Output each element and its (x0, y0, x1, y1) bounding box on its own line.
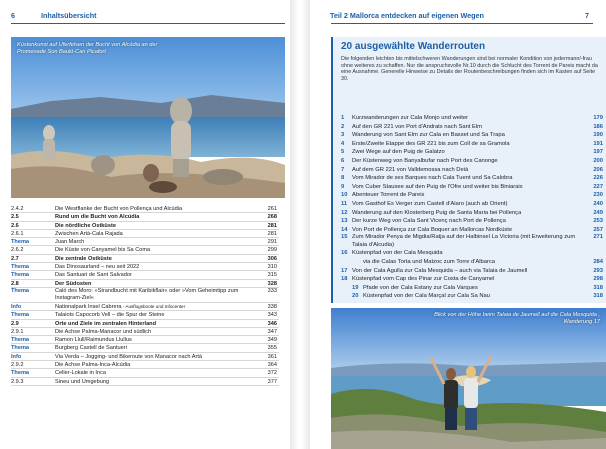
toc-number: 2.9.3 (11, 378, 24, 385)
toc-row (11, 238, 279, 246)
route-row (341, 183, 603, 192)
toc-page: 299 (267, 247, 277, 254)
toc-page: 268 (267, 214, 277, 221)
route-number: 10 (341, 192, 348, 199)
toc-number: Thema (11, 287, 30, 294)
toc-number: 2.4.2 (11, 206, 24, 212)
toc-number: 2.9.2 (11, 362, 24, 369)
route-number: 11 (341, 200, 348, 207)
left-page (0, 0, 290, 449)
route-page: 240 (593, 200, 603, 207)
toc-row (11, 344, 279, 352)
toc-page: 306 (267, 255, 277, 262)
toc-page: 346 (267, 320, 277, 327)
toc-number: 2.8 (11, 280, 19, 287)
route-title: via die Calas Torta und Matzoc zum Torre d'Albarca (363, 258, 496, 265)
toc-number: 2.6.1 (11, 230, 24, 237)
route-title: Von Port de Pollença zur Cala Boquer an Mallorcas Nordküste (352, 226, 513, 233)
route-row (341, 191, 603, 200)
route-number: 3 (341, 132, 345, 139)
toc-page: 343 (267, 312, 277, 319)
route-number: 13 (341, 218, 348, 225)
route-page: 197 (593, 149, 603, 156)
route-title: Auf dem GR 221 von Valldemossa nach Deià (352, 166, 469, 173)
route-number: 2 (341, 123, 345, 130)
toc-title: Die Achse Palma-Inca-Alcúdia (55, 362, 131, 369)
route-title: Kurzwanderungen zur Cala Monjo und weiter (352, 115, 469, 121)
routes-title: 20 ausgewählte Wanderrouten (341, 41, 486, 52)
toc-page: 338 (267, 303, 277, 310)
route-title: Von der Cala Agulla zur Cala Mesquida – auch via Talaia de Jaumell (352, 267, 528, 274)
route-title: Vom Gasthof Es Verger zum Castell d'Alaro (auch ab Orient) (352, 200, 508, 207)
toc-title: Celler-Lokale in Inca (55, 370, 106, 377)
toc-title: Das Santuari de Sant Salvador (55, 272, 132, 279)
route-row (341, 131, 603, 140)
toc-title: Orte und Ziele im zentralen Hinterland (55, 320, 157, 327)
toc-title: Die Achse Palma-Manacor und südlich (55, 328, 152, 335)
route-page: 206 (593, 166, 603, 173)
toc-row (11, 271, 279, 279)
route-page: 318 (593, 284, 603, 291)
route-page: 226 (593, 175, 603, 182)
route-row (341, 284, 603, 293)
toc-page: 328 (267, 280, 277, 287)
route-row (341, 292, 603, 301)
route-page: 298 (593, 276, 603, 283)
route-page: 293 (593, 267, 603, 274)
toc-row (11, 353, 279, 361)
routes-intro: Die folgenden leichten bis mittelschweren Wanderungen sind bei normaler Kondition von jedermann/-frau ohne weiteres zu schaffen. Nur die anspruchsvolle Nr.10 durch die Schlucht des Torrent de Pareis macht da eine Ausnahme. Generelle Hinweise zu Details der Routenbeschreibungen finden sich im Kasten auf Seite 30. (341, 56, 598, 82)
toc-number: 2.7 (11, 255, 19, 262)
route-title: Der kurze Weg von Cala Sant Vicenç nach Port de Pollença (352, 218, 506, 225)
route-row (341, 174, 603, 183)
route-number: 18 (341, 276, 348, 283)
running-title-left: Inhaltsübersicht (41, 11, 97, 20)
route-title: Zum Mirador Penya de Migdia/Ratja auf der Halbinsel La Victoria (mit Erweiterung zum Talaia d'Alcudia) (352, 234, 576, 248)
route-page: 253 (593, 218, 603, 225)
route-row (341, 140, 603, 149)
route-title: Vom Mirador de ses Barques nach Cala Tuent und Sa Calobra (352, 175, 513, 182)
toc-number: Info (11, 353, 22, 360)
toc-number: Thema (11, 264, 30, 271)
toc-page: 315 (267, 272, 277, 279)
toc-number: 2.6 (11, 222, 19, 229)
header-rule (11, 23, 285, 24)
toc-row (11, 311, 279, 319)
route-title: Der Küstenweg von Banyalbufar nach Port des Canonge (352, 157, 498, 164)
route-row (341, 234, 603, 249)
route-title: Zwei Wege auf den Puig de Galatzo (352, 149, 445, 156)
toc-number: Thema (11, 345, 30, 352)
toc-row (11, 280, 279, 288)
toc-page: 281 (267, 230, 277, 237)
toc-row (11, 378, 279, 386)
page-number-right: 7 (585, 11, 589, 20)
toc-number: Thema (11, 337, 30, 344)
toc-page: 310 (267, 264, 277, 271)
route-title: Pfade von der Cala Estany zur Cala Varques (363, 284, 478, 291)
route-number: 6 (341, 157, 345, 164)
route-row (341, 217, 603, 226)
route-title: Vom Cuber Stausee auf den Puig de l'Ofre und weiter bis Biniaraix (352, 183, 523, 190)
toc-number: Thema (11, 312, 30, 319)
page-number-left: 6 (11, 11, 15, 20)
route-number: 14 (341, 226, 348, 233)
toc-page: 333 (267, 287, 277, 294)
toc-title: Die zentrale Ostküste (55, 255, 112, 262)
route-number: 4 (341, 140, 345, 147)
route-row (341, 267, 603, 276)
toc-row (11, 205, 279, 213)
toc-number: Thema (11, 239, 30, 246)
toc-row (11, 263, 279, 271)
toc-title: Talaiots Capocorb Vell – die Spur der Steine (55, 312, 165, 319)
toc-title: Zwischen Artà-Cala Rajada (55, 230, 123, 237)
toc-title: Via Verda – Jogging- und Bikeroute von Manacor nach Artà (55, 353, 202, 360)
route-row (341, 166, 603, 175)
right-page (310, 0, 603, 449)
toc-title: Der Südosten (55, 280, 92, 287)
toc-title-note: - Ausflugsboote und Infocenter (121, 303, 186, 309)
route-page: 284 (593, 258, 603, 265)
route-row (341, 123, 603, 132)
toc-page: 355 (267, 345, 277, 352)
toc-title: Die Westflanke der Bucht von Pollença und Alcúdia (55, 206, 183, 212)
route-number: 20 (352, 293, 359, 300)
toc-title: Die Küste von Canyamel bis Sa Coma (55, 247, 151, 254)
route-number: 16 (341, 250, 348, 257)
toc-row (11, 361, 279, 369)
toc-number: Thema (11, 370, 30, 377)
toc-page: 261 (267, 206, 277, 212)
routes-box (331, 37, 606, 303)
route-title: Wanderung von Sant Elm zur Cala en Basset und Sa Trapa (352, 132, 505, 139)
toc-title: Burgberg Castell de Santueri (55, 345, 127, 352)
toc-title: Caló des Moro: »Strandbucht mit Karibikflair« oder »Vom Geheimtipp zum Instagram-Ziel« (55, 287, 239, 302)
route-number: 5 (341, 149, 345, 156)
route-number: 17 (341, 267, 348, 274)
toc-row (11, 255, 279, 263)
photo-caption-right: Blick von der Höhe beim Talaia de Jaumell auf die Cala Mesquida , Wanderung 17 (434, 312, 600, 325)
toc-page: 361 (267, 353, 277, 360)
photo-hikers-viewpoint (331, 308, 606, 449)
routes-list (341, 114, 603, 301)
toc-row (11, 288, 279, 303)
route-title: Küstenpfad vom Cap des Pinar zur Costa de Canyamel (352, 276, 495, 283)
toc-number: 2.6.2 (11, 247, 24, 254)
photo-coastal-sculptures (11, 37, 285, 198)
table-of-contents (11, 205, 279, 386)
toc-title: Nationalpark Insel Cabrera - Ausflugsboote und Infocenter (55, 303, 186, 310)
toc-title: Die nördliche Ostküste (55, 222, 116, 229)
toc-page: 349 (267, 337, 277, 344)
toc-row (11, 303, 279, 311)
header-rule-right (331, 23, 593, 24)
route-page: 271 (593, 234, 603, 241)
toc-row (11, 336, 279, 344)
toc-page: 347 (267, 328, 277, 335)
toc-row (11, 320, 279, 328)
route-page: 190 (593, 132, 603, 139)
route-title: Abenteuer Torrent de Pareis (352, 192, 425, 199)
route-row (341, 157, 603, 166)
toc-title: Das Dinosaurland – neu seit 2022 (55, 264, 140, 271)
toc-number: 2.9 (11, 320, 19, 327)
toc-number: Info (11, 303, 22, 310)
route-page: 227 (593, 183, 603, 190)
route-number: 9 (341, 183, 345, 190)
toc-title: Juan March (55, 239, 85, 246)
route-number: 8 (341, 175, 345, 182)
toc-title: Rund um die Bucht von Alcúdia (55, 214, 140, 221)
toc-number: 2.9.1 (11, 328, 24, 335)
route-page: 318 (593, 293, 603, 300)
toc-page: 377 (267, 378, 277, 385)
toc-row (11, 230, 279, 238)
toc-row (11, 246, 279, 254)
route-row (341, 258, 603, 267)
route-title: Auf den GR 221 von Port d'Andratx nach Sant Elm (352, 123, 482, 130)
route-row (341, 275, 603, 284)
route-number: 1 (341, 115, 345, 121)
route-number: 15 (341, 234, 348, 241)
route-page: 200 (593, 157, 603, 164)
toc-row (11, 328, 279, 336)
toc-page: 372 (267, 370, 277, 377)
route-page: 179 (593, 115, 603, 121)
route-row (341, 200, 603, 209)
right-running-head (330, 11, 589, 23)
photo-caption-left: Küstenkunst auf Uferfelsen der Bucht von Alcúdia an der Promenade Son Bauló-Can Picafort (17, 42, 158, 55)
toc-title: Sineu und Umgebung (55, 378, 110, 385)
running-title-right: Teil 2 Mallorca entdecken auf eigenen Wegen (330, 11, 484, 20)
route-page: 186 (593, 123, 603, 130)
toc-row (11, 222, 279, 230)
toc-number: Thema (11, 272, 30, 279)
toc-row (11, 369, 279, 377)
route-page: 230 (593, 192, 603, 199)
toc-page: 364 (267, 362, 277, 369)
route-number: 7 (341, 166, 345, 173)
route-title: Küstenpfad von der Cala Mesquida (352, 250, 443, 257)
route-row (341, 114, 603, 123)
toc-page: 281 (267, 222, 277, 229)
toc-page: 291 (267, 239, 277, 246)
route-title: Wanderung auf den Klosterberg Puig de Santa Maria bei Pollença (352, 209, 522, 216)
route-row (341, 226, 603, 235)
left-running-head (11, 11, 279, 23)
route-title: Erste/Zweite Etappe des GR 221 bis zum Coll de sa Gramola (352, 140, 510, 147)
route-row (341, 249, 603, 258)
route-number: 19 (352, 284, 359, 291)
toc-number: 2.5 (11, 214, 19, 221)
route-row (341, 209, 603, 218)
route-number: 12 (341, 209, 348, 216)
route-row (341, 148, 603, 157)
toc-title: Ramon Llull/Raimundus Llullus (55, 337, 132, 344)
book-gutter (290, 0, 310, 449)
toc-row (11, 213, 279, 221)
route-page: 191 (593, 140, 603, 147)
route-page: 249 (593, 209, 603, 216)
route-page: 257 (593, 226, 603, 233)
route-title: Küstenpfad von der Cala Marçal zur Cala Sa Nau (363, 293, 490, 300)
